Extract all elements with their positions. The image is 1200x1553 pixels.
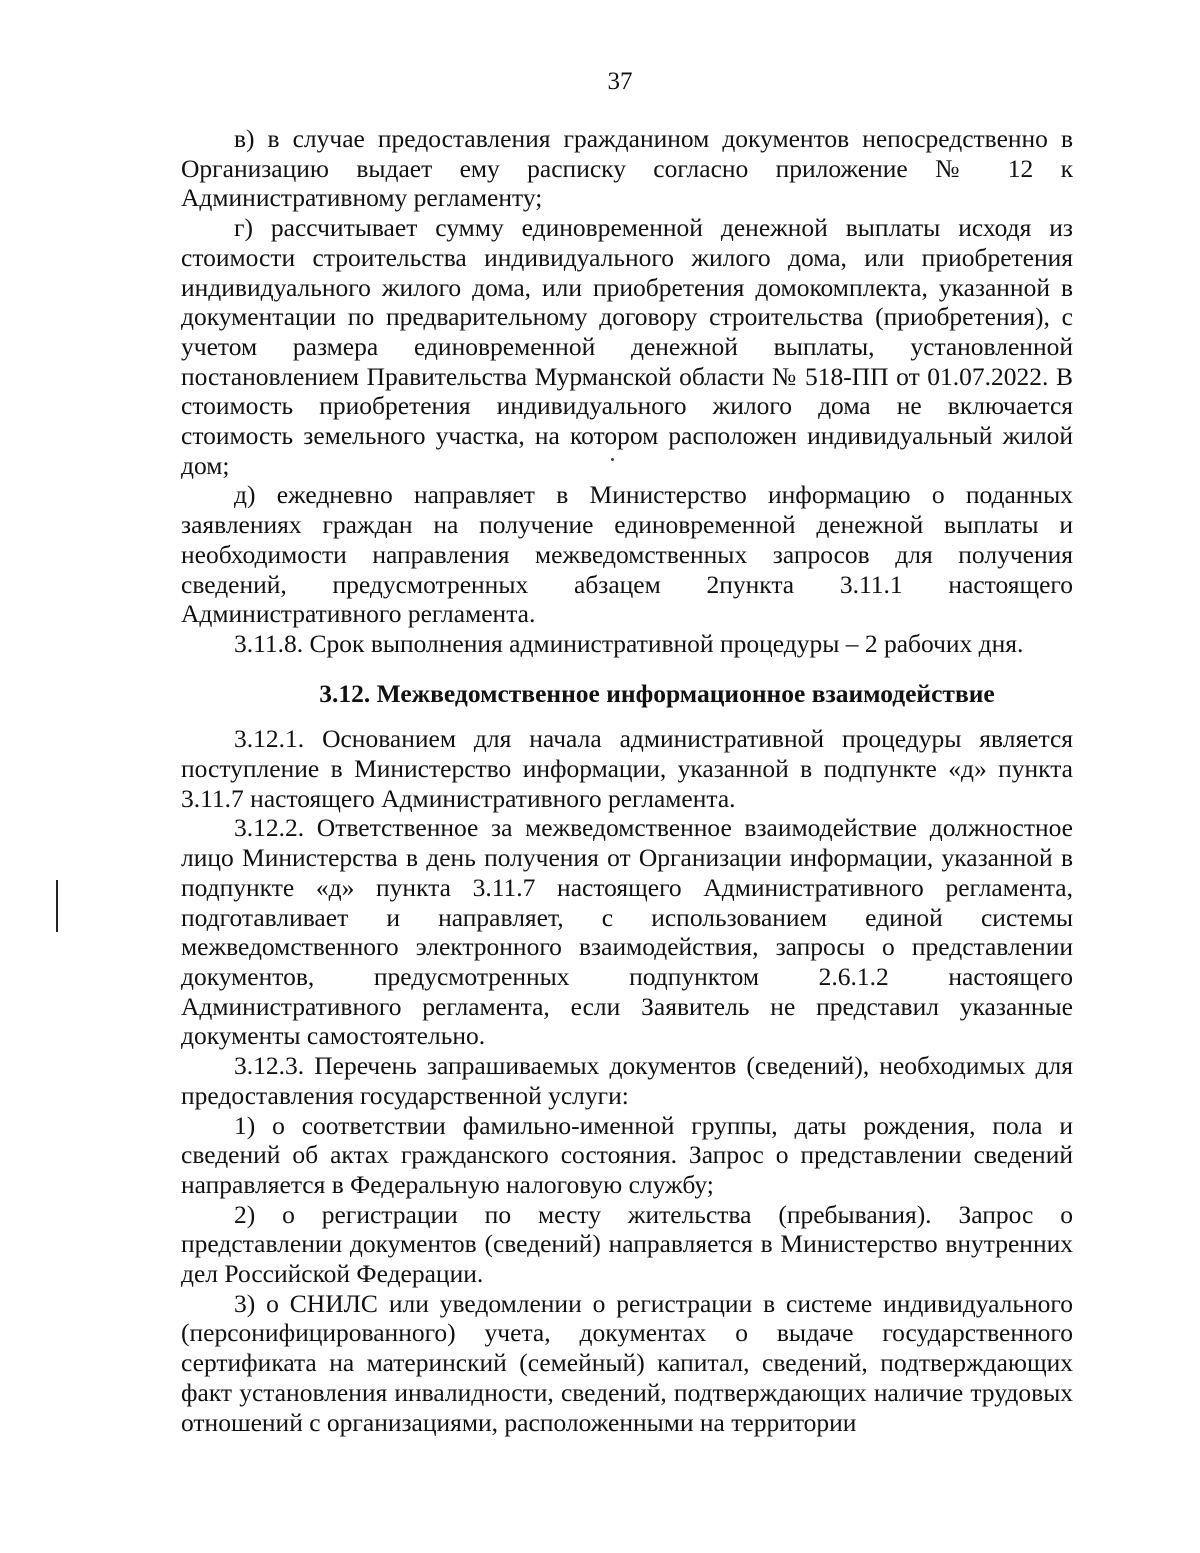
paragraph-v: в) в случае предоставления гражданином документов непосредственно в Организацию выдает ему расписку согласно приложение № 12 к Административному регламенту; xyxy=(181,124,1073,213)
list-item-1: 1) о соответствии фамильно-именной группы, даты рождения, пола и сведений об актах гражданского состояния. Запрос о представлении сведений направляется в Федеральную налоговую службу; xyxy=(181,1110,1073,1199)
document-body xyxy=(181,124,1073,1437)
page-number: 37 xyxy=(607,68,633,95)
scan-speck xyxy=(611,458,614,461)
paragraph-d: д) ежедневно направляет в Министерство информацию о поданных заявлениях граждан на получение единовременной денежной выплаты и необходимости направления межведомственных запросов для получения сведений, предусмотренных абзацем 2пункта 3.11.1 настоящего Административного регламента. xyxy=(181,480,1073,629)
paragraph-g: г) рассчитывает сумму единовременной денежной выплаты исходя из стоимости строительства индивидуального жилого дома, или приобретения индивидуального жилого дома, или приобретения домокомплекта, указанной в документации по предварительному договору строительства (приобретения), с учетом размера единовременной денежной выплаты, установленной постановлением Правительства Мурманской области № 518-ПП от 01.07.2022. В стоимость приобретения индивидуального жилого дома не включается стоимость земельного участка, на котором расположен индивидуальный жилой дом; xyxy=(181,213,1073,480)
section-heading: 3.12. Межведомственное информационное взаимодействие xyxy=(319,678,995,708)
paragraph-3-12-2: 3.12.2. Ответственное за межведомственное взаимодействие должностное лицо Министерства в день получения от Организации информации, указанной в подпункте «д» пункта 3.11.7 настоящего Административного регламента, подготавливает и направляет, с использованием единой системы межведомственного электронного взаимодействия, запросы о представлении документов, предусмотренных подпунктом 2.6.1.2 настоящего Административного регламента, если Заявитель не представил указанные документы самостоятельно. xyxy=(181,813,1073,1051)
list-item-2: 2) о регистрации по месту жительства (пребывания). Запрос о представлении документов (сведений) направляется в Министерство внутренних дел Российской Федерации. xyxy=(181,1199,1073,1289)
list-item-3: 3) о СНИЛС или уведомлении о регистрации в системе индивидуального (персонифицированного) учета, документах о выдаче государственного сертификата на материнский (семейный) капитал, сведений, подтверждающих факт установления инвалидности, сведений, подтверждающих наличие трудовых отношений с организациями, расположенными на территории xyxy=(181,1288,1073,1437)
paragraph-3-12-3: 3.12.3. Перечень запрашиваемых документов (сведений), необходимых для предоставления государственной услуги: xyxy=(181,1051,1073,1110)
paragraph-3-11-8: 3.11.8. Срок выполнения административной процедуры – 2 рабочих дня. xyxy=(234,628,1024,658)
margin-mark xyxy=(56,880,58,932)
paragraph-3-12-1: 3.12.1. Основанием для начала административной процедуры является поступление в Министерство информации, указанной в подпункте «д» пункта 3.11.7 настоящего Административного регламента. xyxy=(181,724,1073,813)
